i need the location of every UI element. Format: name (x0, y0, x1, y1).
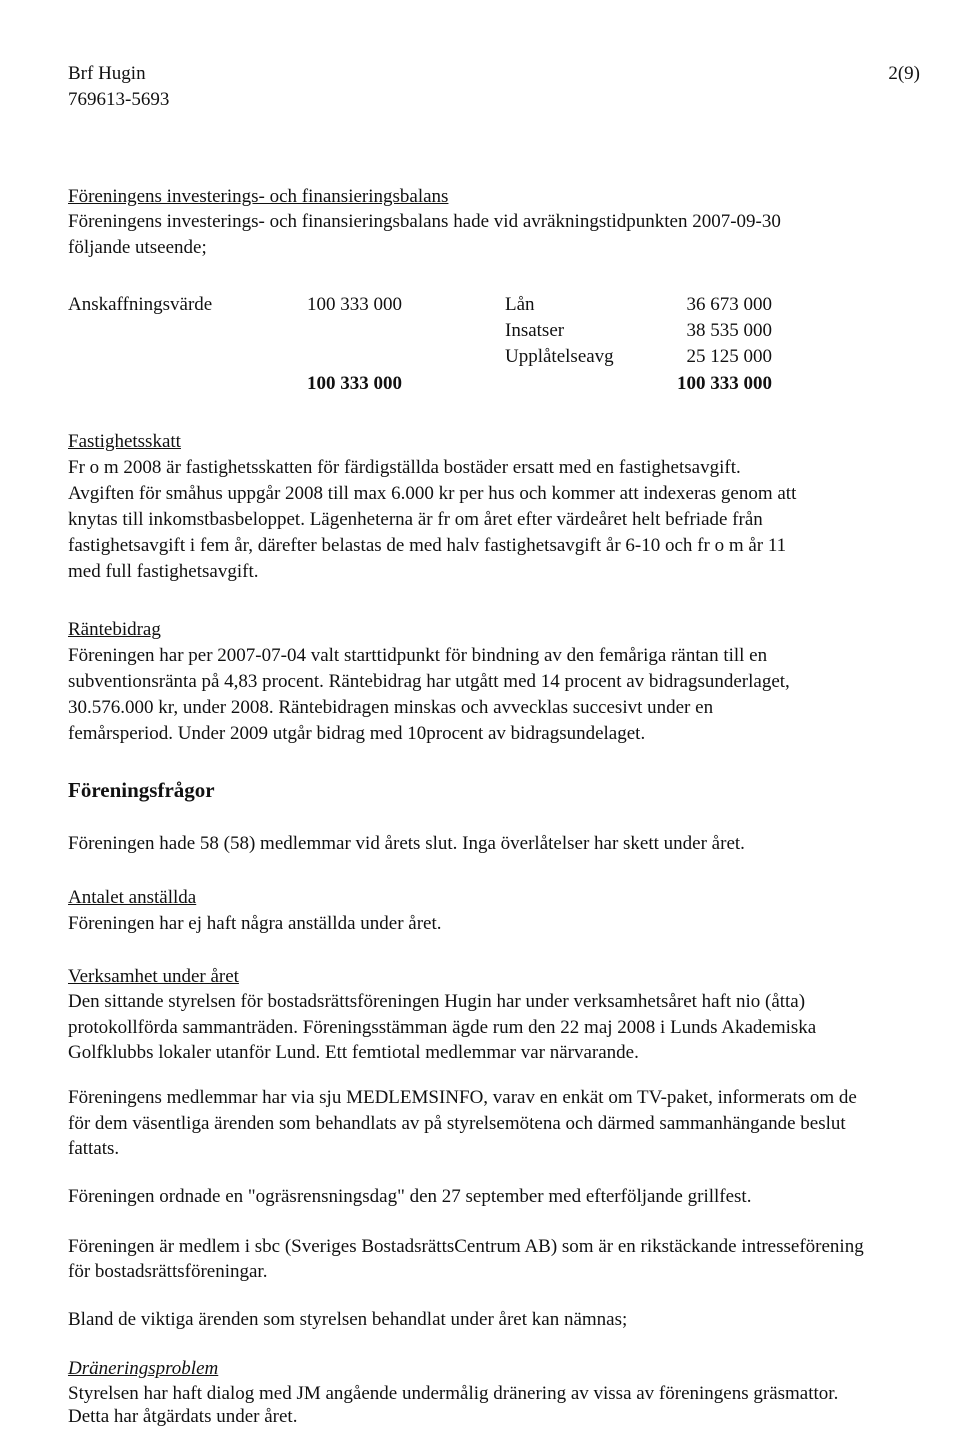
balance-left-label: Anskaffningsvärde (68, 294, 213, 315)
balance-item-value: 38 535 000 (686, 320, 772, 341)
balance-item-value: 25 125 000 (686, 346, 772, 367)
balance-intro-line: följande utseende; (68, 237, 207, 258)
verksamhet-line: Golfklubbs lokaler utanför Lund. Ett femtiotal medlemmar var närvarande. (68, 1042, 639, 1063)
fastighetsskatt-line: med full fastighetsavgift. (68, 561, 259, 582)
verksamhet-line: för bostadsrättsföreningar. (68, 1261, 268, 1282)
fastighetsskatt-line: Avgiften för småhus uppgår 2008 till max 6.000 kr per hus och kommer att indexeras genom att (68, 483, 797, 504)
organization-number: 769613-5693 (68, 89, 170, 110)
anstallda-text: Föreningen har ej haft några anställda under året. (68, 913, 442, 934)
balance-item-label: Lån (505, 294, 535, 315)
balance-left-total: 100 333 000 (307, 373, 402, 394)
fastighetsskatt-heading: Fastighetsskatt (68, 431, 181, 452)
fastighetsskatt-line: fastighetsavgift i fem år, därefter belastas de med halv fastighetsavgift år 6-10 och fr o m år 11 (68, 535, 787, 556)
rantebidrag-line: subventionsränta på 4,83 procent. Räntebidrag har utgått med 14 procent av bidragsunderlaget, (68, 671, 790, 692)
verksamhet-line: för dem väsentliga ärenden som behandlats av på styrelsemötena och därmed sammanhängande beslut (68, 1113, 846, 1134)
verksamhet-line: Den sittande styrelsen för bostadsrättsföreningen Hugin har under verksamhetsåret haft nio (åtta) (68, 991, 806, 1012)
dranering-line: Styrelsen har haft dialog med JM angående undermålig dränering av vissa av föreningens gräsmattor. (68, 1383, 839, 1404)
balance-left-value: 100 333 000 (307, 294, 402, 315)
balance-right-total: 100 333 000 (677, 373, 772, 394)
verksamhet-line: protokollförda sammanträden. Föreningsstämman ägde rum den 22 maj 2008 i Lunds Akademiska (68, 1017, 817, 1038)
page-number: 2(9) (888, 63, 920, 84)
members-text: Föreningen hade 58 (58) medlemmar vid årets slut. Inga överlåtelser har skett under året. (68, 833, 745, 854)
verksamhet-line: Bland de viktiga ärenden som styrelsen behandlat under året kan nämnas; (68, 1309, 628, 1330)
verksamhet-line: Föreningen ordnade en "ogräsrensningsdag" den 27 september med efterföljande grillfest. (68, 1186, 752, 1207)
rantebidrag-line: 30.576.000 kr, under 2008. Räntebidragen minskas och avvecklas succesivt under en (68, 697, 714, 718)
balance-item-label: Upplåtelseavg (505, 346, 614, 367)
balance-heading: Föreningens investerings- och finansieringsbalans (68, 186, 449, 207)
verksamhet-line: fattats. (68, 1138, 120, 1159)
dranering-heading: Dräneringsproblem (68, 1358, 219, 1379)
verksamhet-line: Föreningens medlemmar har via sju MEDLEMSINFO, varav en enkät om TV-paket, informerats om de (68, 1087, 857, 1108)
fastighetsskatt-line: knytas till inkomstbasbeloppet. Lägenheterna är fr om året efter värdeåret helt befriade från (68, 509, 763, 530)
verksamhet-heading: Verksamhet under året (68, 966, 239, 987)
verksamhet-line: Föreningen är medlem i sbc (Sveriges BostadsrättsCentrum AB) som är en rikstäckande intresseförening (68, 1236, 864, 1257)
balance-item-value: 36 673 000 (686, 294, 772, 315)
balance-intro-line: Föreningens investerings- och finansieringsbalans hade vid avräkningstidpunkten 2007-09-30 (68, 211, 781, 232)
anstallda-heading: Antalet anställda (68, 887, 197, 908)
foreningsfragor-heading: Föreningsfrågor (68, 778, 215, 802)
rantebidrag-line: Föreningen har per 2007-07-04 valt starttidpunkt för bindning av den femåriga räntan till en (68, 645, 768, 666)
organization-name: Brf Hugin (68, 63, 146, 84)
dranering-line: Detta har åtgärdats under året. (68, 1406, 298, 1427)
rantebidrag-line: femårsperiod. Under 2009 utgår bidrag med 10procent av bidragsundelaget. (68, 723, 646, 744)
fastighetsskatt-line: Fr o m 2008 är fastighetsskatten för färdigställda bostäder ersatt med en fastighetsavgift. (68, 457, 741, 478)
balance-item-label: Insatser (505, 320, 565, 341)
rantebidrag-heading: Räntebidrag (68, 619, 161, 640)
